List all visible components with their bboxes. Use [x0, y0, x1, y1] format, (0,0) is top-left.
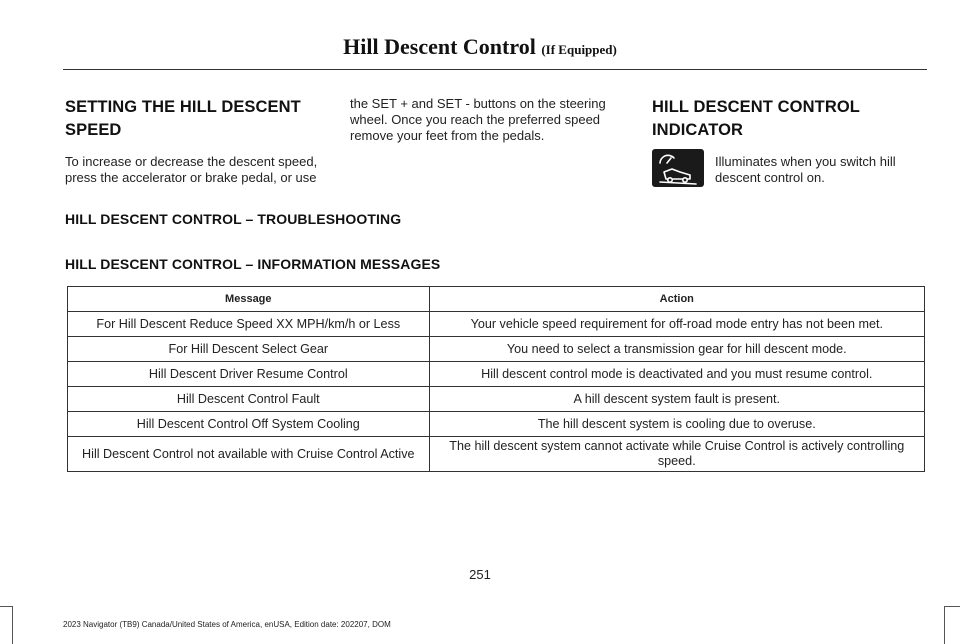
troubleshooting-heading: HILL DESCENT CONTROL – TROUBLESHOOTING	[65, 211, 402, 227]
crop-mark-left	[0, 606, 13, 644]
action-cell: A hill descent system fault is present.	[429, 387, 924, 412]
indicator-description: Illuminates when you switch hill descent control on.	[715, 154, 896, 185]
table-row	[68, 362, 925, 387]
action-cell: Your vehicle speed requirement for off-road mode entry has not been met.	[429, 312, 924, 337]
table-row	[68, 437, 925, 472]
action-cell: The hill descent system is cooling due to overuse.	[429, 412, 924, 437]
page-number: 251	[469, 567, 491, 582]
table-row	[68, 387, 925, 412]
message-cell: Hill Descent Control Fault	[68, 387, 430, 412]
setting-speed-section	[65, 96, 340, 186]
action-cell: Hill descent control mode is deactivated and you must resume control.	[429, 362, 924, 387]
column-header-message: Message	[68, 287, 430, 312]
message-cell: Hill Descent Control Off System Cooling	[68, 412, 430, 437]
message-cell: For Hill Descent Select Gear	[68, 337, 430, 362]
information-messages-table	[67, 286, 925, 472]
indicator-heading-line2: INDICATOR	[652, 121, 744, 139]
indicator-heading	[652, 96, 932, 142]
chapter-title-text: Hill Descent Control	[343, 34, 536, 59]
setting-speed-heading-line1: SETTING THE HILL DESCENT	[65, 98, 301, 116]
message-cell: For Hill Descent Reduce Speed XX MPH/km/h or Less	[68, 312, 430, 337]
action-cell: The hill descent system cannot activate while Cruise Control is actively controlling speed.	[429, 437, 924, 472]
setting-speed-heading-line2: SPEED	[65, 121, 122, 139]
setting-speed-continued	[350, 96, 635, 144]
chapter-title	[0, 34, 960, 60]
indicator-section	[652, 96, 932, 185]
information-messages-heading: HILL DESCENT CONTROL – INFORMATION MESSAGES	[65, 256, 441, 272]
indicator-heading-line1: HILL DESCENT CONTROL	[652, 98, 860, 116]
setting-speed-paragraph-2: the SET + and SET - buttons on the steering wheel. Once you reach the preferred speed remove your feet from the pedals.	[350, 96, 606, 143]
message-cell: Hill Descent Control not available with Cruise Control Active	[68, 437, 430, 472]
table-header-row	[68, 287, 925, 312]
action-cell: You need to select a transmission gear for hill descent mode.	[429, 337, 924, 362]
crop-mark-right	[944, 606, 960, 644]
table-row	[68, 412, 925, 437]
setting-speed-paragraph-1: To increase or decrease the descent speed, press the accelerator or brake pedal, or use	[65, 154, 318, 185]
footer-edition-text: 2023 Navigator (TB9) Canada/United States of America, enUSA, Edition date: 202207, DOM	[63, 620, 391, 629]
table-row	[68, 312, 925, 337]
setting-speed-heading	[65, 96, 340, 142]
column-header-action: Action	[429, 287, 924, 312]
table-row	[68, 337, 925, 362]
message-cell: Hill Descent Driver Resume Control	[68, 362, 430, 387]
header-divider	[63, 69, 927, 70]
chapter-subtitle: (If Equipped)	[541, 42, 617, 57]
hill-descent-indicator-icon	[652, 149, 704, 187]
